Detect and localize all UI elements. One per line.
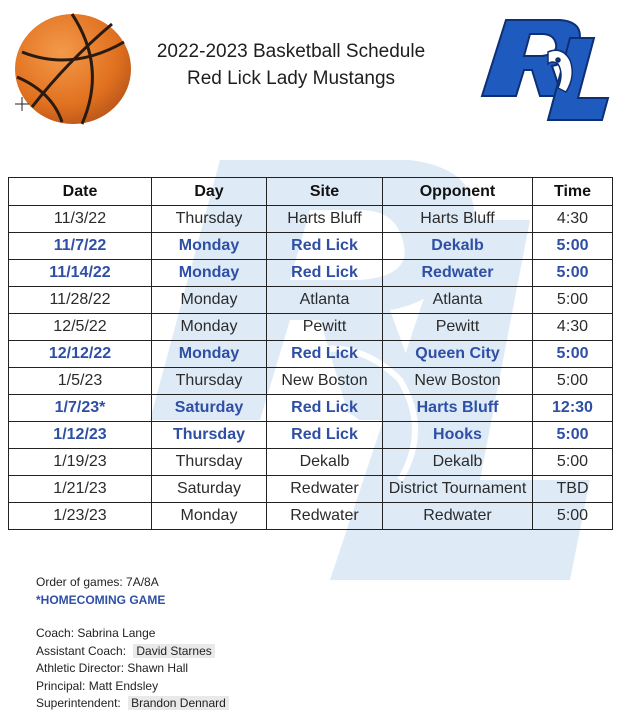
schedule-table [8,177,613,530]
cell-day: Thursday [152,422,267,449]
cell-site: Redwater [267,476,383,503]
coach-name: Sabrina Lange [77,626,156,640]
superintendent-label: Superintendent: [36,696,121,710]
cell-day: Thursday [152,368,267,395]
cell-day: Saturday [152,476,267,503]
basketball-icon [12,12,134,126]
athletic-director-line [36,660,456,678]
cell-day: Monday [152,287,267,314]
cell-time: 4:30 [533,206,613,233]
cell-time: 5:00 [533,368,613,395]
cell-opponent: Pewitt [383,314,533,341]
cell-date: 12/5/22 [9,314,152,341]
cell-opponent: Redwater [383,260,533,287]
cell-time: 5:00 [533,233,613,260]
cell-day: Monday [152,341,267,368]
cell-date: 1/23/23 [9,503,152,530]
athletic-director-label: Athletic Director: [36,661,125,675]
cell-site: Dekalb [267,449,383,476]
table-row [9,341,613,368]
cell-site: Red Lick [267,341,383,368]
superintendent-line [36,695,456,713]
cell-opponent: Hooks [383,422,533,449]
cell-site: Harts Bluff [267,206,383,233]
table-row [9,422,613,449]
cell-day: Thursday [152,206,267,233]
cell-opponent: Harts Bluff [383,395,533,422]
cell-day: Monday [152,314,267,341]
cell-time: 5:00 [533,503,613,530]
header-time: Time [533,178,613,206]
table-row [9,287,613,314]
assistant-coach-line [36,643,456,661]
notes-block [36,574,456,713]
cell-opponent: Redwater [383,503,533,530]
cell-date: 1/21/23 [9,476,152,503]
table-row [9,476,613,503]
cell-day: Thursday [152,449,267,476]
table-row [9,314,613,341]
cell-site: New Boston [267,368,383,395]
cell-time: 4:30 [533,314,613,341]
cell-date: 1/12/23 [9,422,152,449]
team-name: Red Lick Lady Mustangs [186,68,396,89]
cell-day: Saturday [152,395,267,422]
cell-date: 1/7/23* [9,395,152,422]
assistant-coach-name: David Starnes [133,644,214,658]
cell-time: 5:00 [533,422,613,449]
cell-site: Red Lick [267,395,383,422]
cell-day: Monday [152,233,267,260]
cell-time: 5:00 [533,260,613,287]
cell-date: 11/28/22 [9,287,152,314]
assistant-coach-label: Assistant Coach: [36,643,127,658]
homecoming-note: *HOMECOMING GAME [36,592,166,607]
table-row [9,206,613,233]
cell-opponent: Atlanta [383,287,533,314]
cell-date: 11/3/22 [9,206,152,233]
cell-opponent: District Tournament [383,476,533,503]
table-row [9,395,613,422]
table-row [9,233,613,260]
header-opponent: Opponent [383,178,533,206]
cell-date: 12/12/22 [9,341,152,368]
cursor-icon [14,96,30,112]
cell-site: Pewitt [267,314,383,341]
title-block [140,38,442,92]
cell-time: 12:30 [533,395,613,422]
table-row [9,368,613,395]
header-site: Site [267,178,383,206]
cell-time: 5:00 [533,449,613,476]
cell-opponent: Dekalb [383,233,533,260]
principal-label: Principal: [36,678,86,693]
coach-line [36,625,456,643]
cell-site: Red Lick [267,422,383,449]
cell-time: 5:00 [533,287,613,314]
cell-time: 5:00 [533,341,613,368]
cell-date: 1/5/23 [9,368,152,395]
cell-opponent: New Boston [383,368,533,395]
header-day: Day [152,178,267,206]
cell-site: Red Lick [267,260,383,287]
table-header-row [9,178,613,206]
table-row [9,503,613,530]
coach-label: Coach: [36,626,75,640]
page-title: 2022-2023 Basketball Schedule [156,41,426,62]
cell-site: Red Lick [267,233,383,260]
athletic-director-name: Shawn Hall [127,661,189,675]
cell-day: Monday [152,503,267,530]
mustang-logo-icon [478,16,614,124]
cell-date: 1/19/23 [9,449,152,476]
cell-opponent: Harts Bluff [383,206,533,233]
cell-opponent: Queen City [383,341,533,368]
principal-line [36,678,456,696]
cell-date: 11/14/22 [9,260,152,287]
cell-site: Atlanta [267,287,383,314]
game-order-note: Order of games: 7A/8A [36,575,159,589]
table-row [9,449,613,476]
cell-site: Redwater [267,503,383,530]
cell-time: TBD [533,476,613,503]
header-date: Date [9,178,152,206]
table-row [9,260,613,287]
cell-day: Monday [152,260,267,287]
superintendent-name: Brandon Dennard [128,696,229,710]
cell-opponent: Dekalb [383,449,533,476]
principal-name: Matt Endsley [88,678,159,693]
cell-date: 11/7/22 [9,233,152,260]
